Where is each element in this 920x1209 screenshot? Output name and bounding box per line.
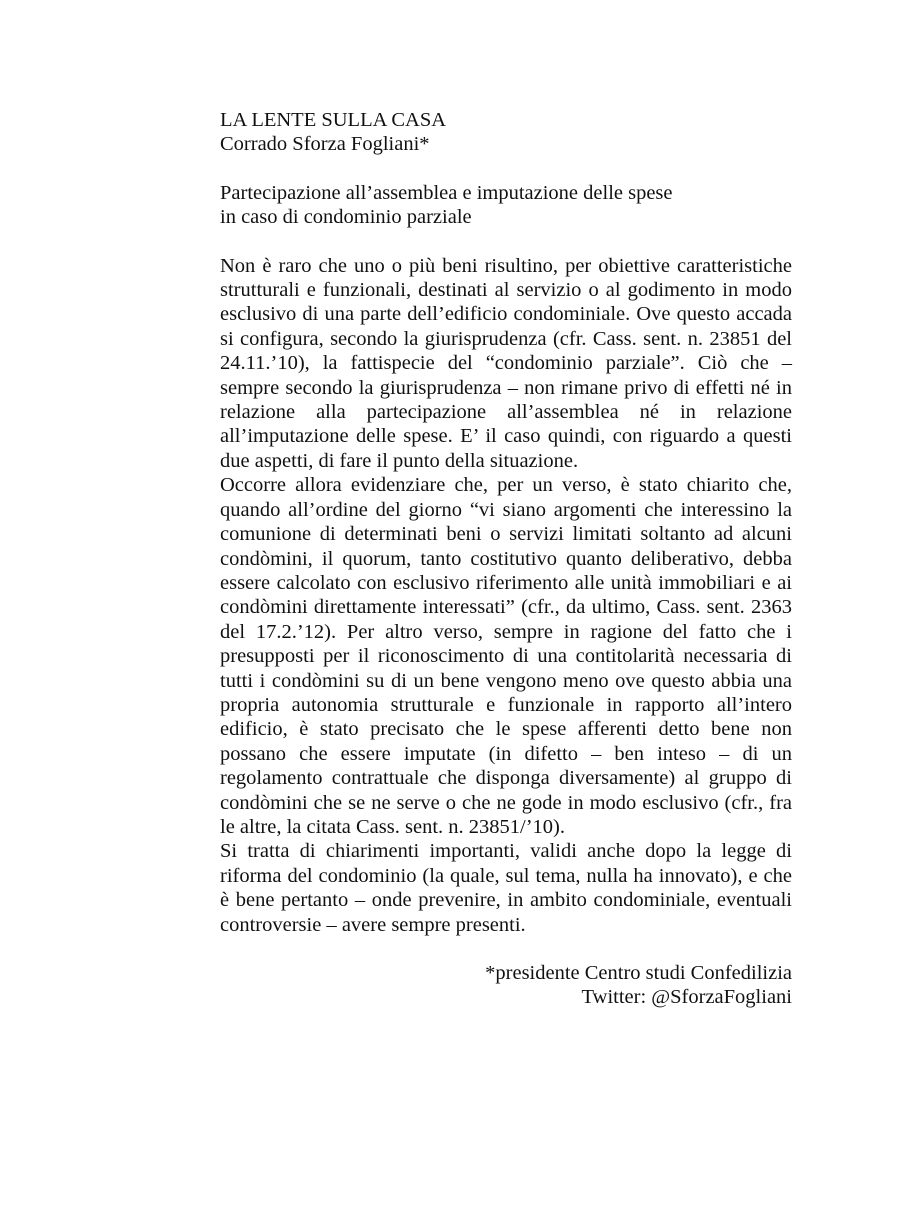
- body-paragraph-3: Si tratta di chiarimenti importanti, validi anche dopo la legge di riforma del condominio (la quale, sul tema, nulla ha innovato), e che è bene pertanto – onde prevenire, in ambito condominiale, eventuali controversie – avere sempre presenti.: [220, 840, 792, 936]
- article-title-line-2: in caso di condominio parziale: [220, 206, 472, 229]
- article-body: [220, 254, 792, 937]
- signature-block: [220, 961, 792, 1010]
- author-twitter: Twitter: @SforzaFogliani: [581, 986, 792, 1009]
- author-name: Corrado Sforza Fogliani*: [220, 133, 430, 156]
- article-title-line-1: Partecipazione all’assemblea e imputazione delle spese: [220, 181, 673, 204]
- column-title: LA LENTE SULLA CASA: [220, 109, 447, 131]
- article-title: [220, 181, 792, 230]
- document-page: [220, 108, 792, 1010]
- header-block: [220, 108, 792, 157]
- author-role: *presidente Centro studi Confedilizia: [485, 962, 792, 984]
- body-paragraph-2: Occorre allora evidenziare che, per un verso, è stato chiarito che, quando all’ordine del giorno “vi siano argomenti che interessino la comunione di determinati beni o servizi limitati soltanto ad alcuni condòmini, il quorum, tanto costitutivo quanto deliberativo, debba essere calcolato con esclusivo riferimento alle unità immobiliari e ai condòmini direttamente interessati” (cfr., da ultimo, Cass. sent. 2363 del 17.2.’12). Per altro verso, sempre in ragione del fatto che i presupposti per il riconoscimento di una contitolarità necessaria di tutti i condòmini su di un bene vengono meno ove questo abbia una propria autonomia strutturale e funzionale in rapporto all’intero edificio, è stato precisato che le spese afferenti detto bene non possano che essere imputate (in difetto – ben inteso – di un regolamento contrattuale che disponga diversamente) al gruppo di condòmini che se ne serve o che ne gode in modo esclusivo (cfr., fra le altre, la citata Cass. sent. n. 23851/’10).: [220, 474, 792, 838]
- body-paragraph-1: Non è raro che uno o più beni risultino, per obiettive caratteristiche strutturali e funzionali, destinati al servizio o al godimento in modo esclusivo di una parte dell’edificio condominiale. Ove questo accada si configura, secondo la giurisprudenza (cfr. Cass. sent. n. 23851 del 24.11.’10), la fattispecie del “condominio parziale”. Ciò che – sempre secondo la giurisprudenza – non rimane privo di effetti né in relazione alla partecipazione all’assemblea né in relazione all’imputazione delle spese. E’ il caso quindi, con riguardo a questi due aspetti, di fare il punto della situazione.: [220, 254, 792, 472]
